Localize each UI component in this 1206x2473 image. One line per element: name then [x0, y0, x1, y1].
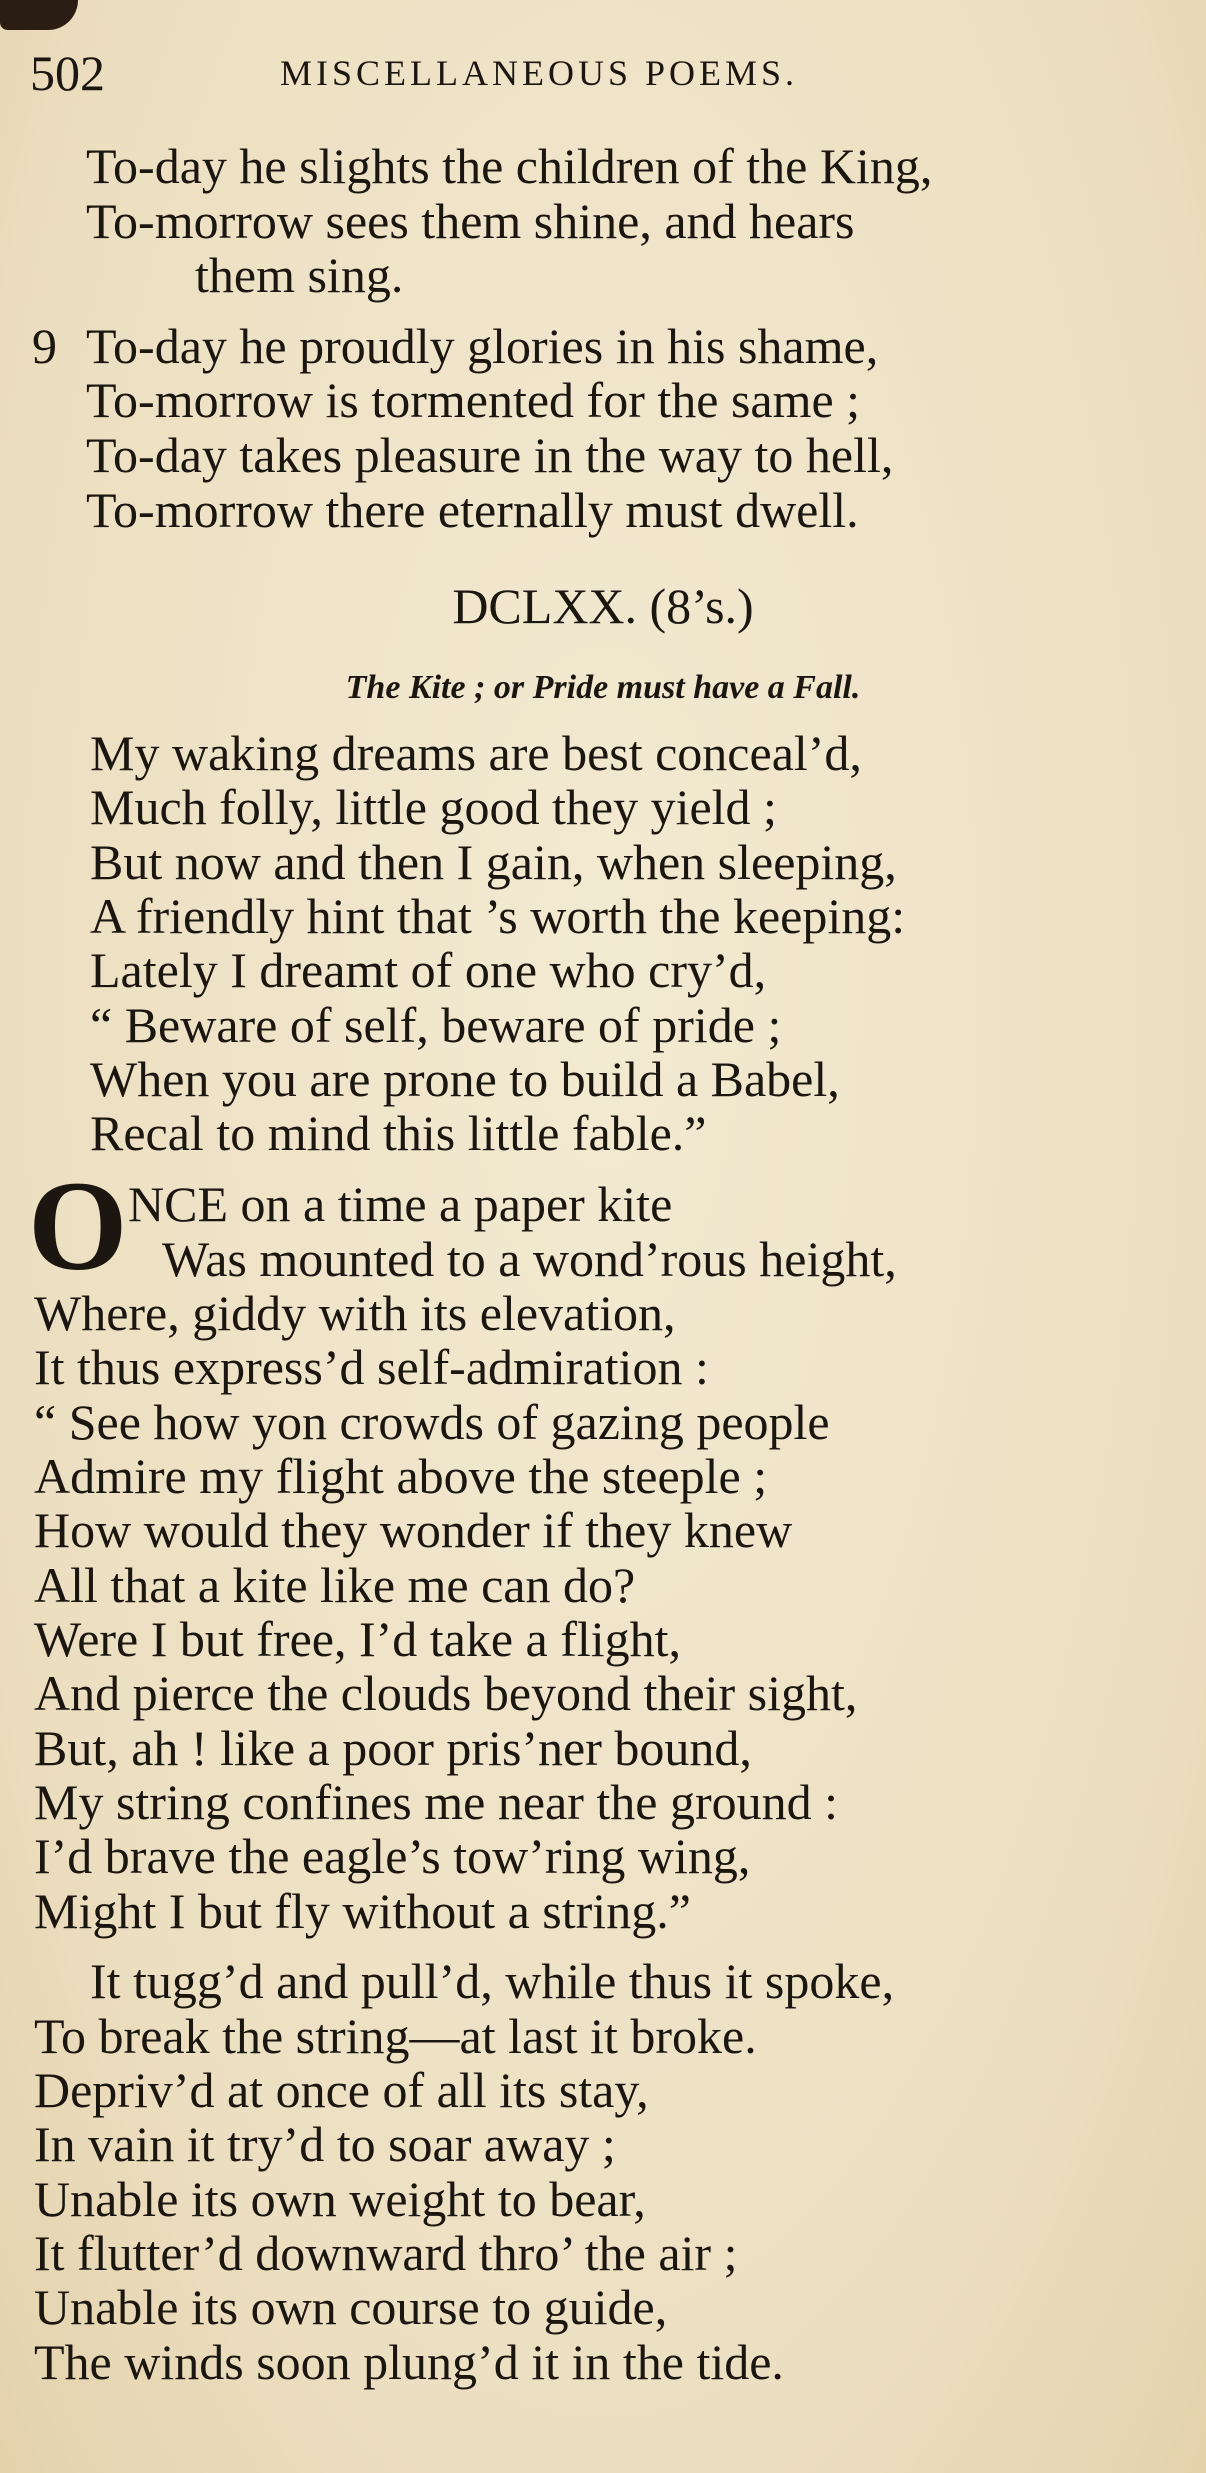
- page-header: [30, 38, 1190, 108]
- verse-line: Much folly, little good they yield ;: [90, 779, 777, 835]
- drop-cap: O: [28, 1155, 128, 1297]
- verse-line: I’d brave the eagle’s tow’ring wing,: [34, 1828, 751, 1884]
- verse-line: When you are prone to build a Babel,: [90, 1051, 840, 1107]
- poem-subtitle: The Kite ; or Pride must have a Fall.: [345, 669, 861, 706]
- verse-line: “ Beware of self, beware of pride ;: [90, 997, 782, 1053]
- verse-line: To-day takes pleasure in the way to hell,: [86, 427, 894, 483]
- verse-line: To-day he proudly glories in his shame,: [86, 318, 879, 374]
- verse-line: A friendly hint that ’s worth the keeping:: [90, 888, 906, 944]
- verse-line: NCE on a time a paper kite: [128, 1176, 673, 1232]
- verse-line: How would they wonder if they knew: [34, 1502, 793, 1558]
- verse-line: And pierce the clouds beyond their sight,: [34, 1665, 858, 1721]
- verse-line: Unable its own course to guide,: [34, 2279, 668, 2335]
- verse-line: To-morrow sees them shine, and hears: [86, 193, 855, 249]
- verse-line: Lately I dreamt of one who cry’d,: [90, 942, 767, 998]
- verse-line: Unable its own weight to bear,: [34, 2171, 646, 2227]
- verse-line: But now and then I gain, when sleeping,: [90, 834, 897, 890]
- verse-line: Where, giddy with its elevation,: [34, 1285, 676, 1341]
- stanza-number: 9: [32, 318, 57, 374]
- verse-line: “ See how yon crowds of gazing people: [34, 1394, 830, 1450]
- verse-line: My string confines me near the ground :: [34, 1774, 838, 1830]
- verse-line: It tugg’d and pull’d, while thus it spoke,: [90, 1953, 895, 2009]
- verse-line: But, ah ! like a poor pris’ner bound,: [34, 1720, 752, 1776]
- verse-line: In vain it try’d to soar away ;: [34, 2116, 616, 2172]
- verse-line: Was mounted to a wond’rous height,: [162, 1231, 897, 1287]
- verse-line: The winds soon plung’d it in the tide.: [34, 2334, 784, 2390]
- page-number: 502: [30, 45, 105, 101]
- verse-line: All that a kite like me can do?: [34, 1557, 636, 1613]
- verse-line: Recal to mind this little fable.”: [90, 1105, 707, 1161]
- verse-line: Admire my flight above the steeple ;: [34, 1448, 768, 1504]
- verse-line: Were I but free, I’d take a flight,: [34, 1611, 682, 1667]
- verse-line: them sing.: [195, 247, 404, 303]
- poem-title: DCLXX. (8’s.): [452, 578, 754, 634]
- verse-line: To-day he slights the children of the King,: [86, 138, 933, 194]
- running-head: MISCELLANEOUS POEMS.: [280, 53, 799, 93]
- verse-line: To-morrow there eternally must dwell.: [86, 482, 859, 538]
- verse-line: To-morrow is tormented for the same ;: [86, 372, 861, 428]
- verse-line: It flutter’d downward thro’ the air ;: [34, 2225, 738, 2281]
- verse-line: Might I but fly without a string.”: [34, 1883, 691, 1939]
- verse-line: My waking dreams are best conceal’d,: [90, 725, 862, 781]
- verse-line: To break the string—at last it broke.: [34, 2008, 757, 2064]
- verse-line: It thus express’d self-admiration :: [34, 1339, 709, 1395]
- verse-line: Depriv’d at once of all its stay,: [34, 2062, 649, 2118]
